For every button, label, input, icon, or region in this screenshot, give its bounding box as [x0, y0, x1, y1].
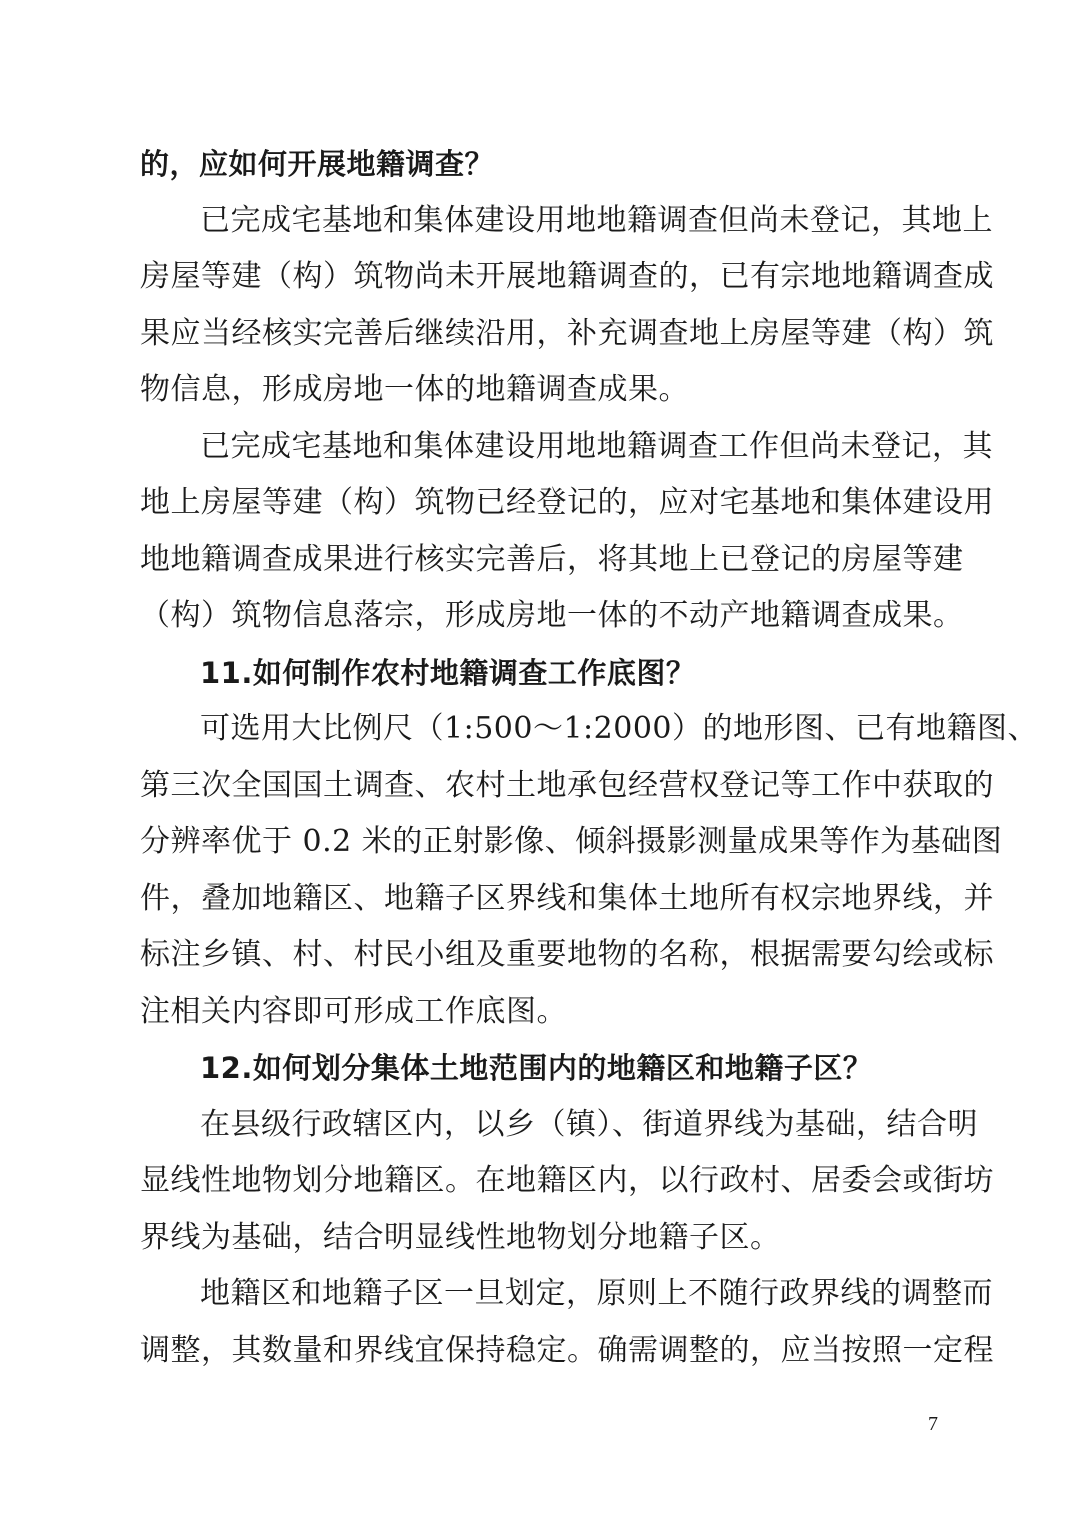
- paragraph-line: 地上房屋等建（构）筑物已经登记的，应对宅基地和集体建设用: [140, 485, 994, 520]
- paragraph-line: 地地籍调查成果进行核实完善后，将其地上已登记的房屋等建: [140, 542, 964, 577]
- paragraph-line: 分辨率优于 0.2 米的正射影像、倾斜摄影测量成果等作为基础图: [140, 824, 1003, 859]
- paragraph-line: 已完成宅基地和集体建设用地地籍调查但尚未登记，其地上: [200, 203, 993, 238]
- paragraph-line: 地籍区和地籍子区一旦划定，原则上不随行政界线的调整而: [200, 1276, 993, 1311]
- paragraph-line: 果应当经核实完善后继续沿用，补充调查地上房屋等建（构）筑: [140, 316, 994, 351]
- paragraph-line: （构）筑物信息落宗，形成房地一体的不动产地籍调查成果。: [140, 598, 964, 633]
- paragraph-line: 标注乡镇、村、村民小组及重要地物的名称，根据需要勾绘或标: [140, 937, 994, 972]
- paragraph-line: 已完成宅基地和集体建设用地地籍调查工作但尚未登记，其: [200, 429, 993, 464]
- paragraph-line: 房屋等建（构）筑物尚未开展地籍调查的，已有宗地地籍调查成: [140, 259, 994, 294]
- paragraph-line: 界线为基础，结合明显线性地物划分地籍子区。: [140, 1220, 781, 1255]
- paragraph-line: 在县级行政辖区内，以乡（镇）、街道界线为基础，结合明: [200, 1107, 978, 1142]
- paragraph-line: 物信息，形成房地一体的地籍调查成果。: [140, 372, 689, 407]
- paragraph-line: 第三次全国国土调查、农村土地承包经营权登记等工作中获取的: [140, 768, 994, 803]
- question-12-heading: 12.如何划分集体土地范围内的地籍区和地籍子区？: [200, 1051, 873, 1085]
- paragraph-line: 调整，其数量和界线宜保持稳定。确需调整的，应当按照一定程: [140, 1333, 994, 1368]
- paragraph-line: 可选用大比例尺（1:500～1:2000）的地形图、已有地籍图、: [200, 711, 1038, 746]
- paragraph-line: 显线性地物划分地籍区。在地籍区内，以行政村、居委会或街坊: [140, 1163, 994, 1198]
- page-number: 7: [928, 1413, 938, 1435]
- paragraph-line: 注相关内容即可形成工作底图。: [140, 994, 567, 1029]
- question-11-heading: 11.如何制作农村地籍调查工作底图？: [200, 656, 696, 690]
- question-10-continuation: 的，应如何开展地籍调查？: [140, 147, 495, 181]
- paragraph-line: 件，叠加地籍区、地籍子区界线和集体土地所有权宗地界线，并: [140, 881, 994, 916]
